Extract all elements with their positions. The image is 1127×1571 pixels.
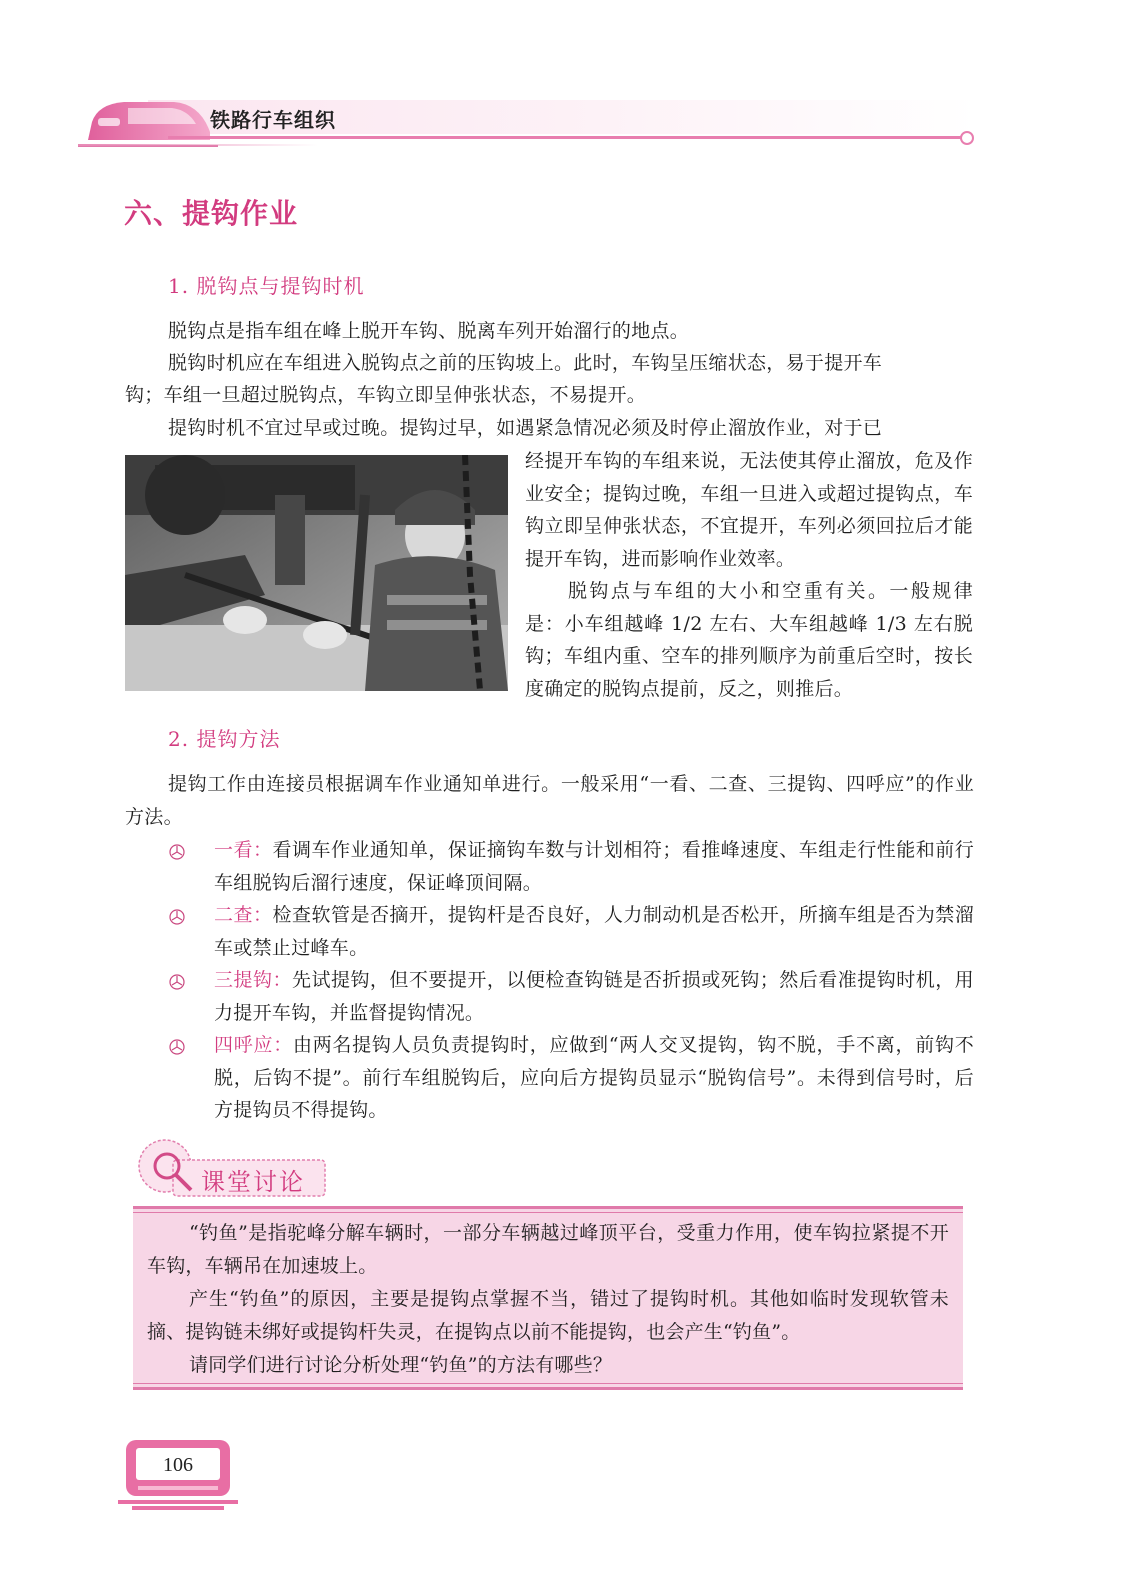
discussion-paragraph-2: 产生“钓鱼”的原因，主要是提钩点掌握不当，错过了提钩时机。其他如临时发现软管未摘、提钩链未绑好或提钩杆失灵，在提钩点以前不能提钩，也会产生“钓鱼”。 — [147, 1288, 949, 1343]
list-item-term: 三提钩： — [214, 969, 292, 991]
header-dot-icon — [960, 131, 974, 145]
discussion-paragraph-1: “钓鱼”是指驼峰分解车辆时，一部分车辆越过峰顶平台，受重力作用，使车钩拉紧提不开车钩，车辆吊在加速坡上。 — [147, 1222, 949, 1277]
flower-bullet-icon — [168, 908, 186, 926]
flower-bullet-icon — [168, 843, 186, 861]
page-header — [78, 92, 978, 152]
subheading-2: 2. 提钩方法 — [168, 727, 281, 751]
page-number-badge — [118, 1440, 238, 1516]
list-item-text: 一看：看调车作业通知单，保证摘钩车数与计划相符；看推峰速度、车组走行性能和前行车组脱钩后溜行速度，保证峰顶间隔。 — [214, 839, 974, 894]
discussion-paragraph-3: 请同学们进行讨论分析处理“钓鱼”的方法有哪些？ — [189, 1354, 613, 1376]
subheading-1: 1. 脱钩点与提钩时机 — [168, 274, 365, 298]
header-rule — [168, 136, 963, 139]
list-item-term: 二查： — [214, 904, 273, 926]
list-item-term: 四呼应： — [214, 1034, 293, 1056]
list-item-text: 四呼应：由两名提钩人员负责提钩时，应做到“两人交叉提钩，钩不脱，手不离，前钩不脱，后钩不提”。前行车组脱钩后，应向后方提钩员显示“脱钩信号”。未得到信号时，后方提钩员不得提钩。 — [214, 1034, 975, 1121]
discussion-badge-label: 课堂讨论 — [201, 1168, 305, 1196]
coupler-worker-photo — [125, 455, 508, 691]
header-rule-left — [78, 144, 318, 146]
train-logo-icon — [78, 92, 218, 152]
paragraph-early-late-line1: 提钩时机不宜过早或过晚。提钩过早，如遇紧急情况必须及时停止溜放作业，对于已 — [168, 417, 883, 439]
list-item-term: 一看： — [214, 839, 273, 861]
section-heading: 六、提钩作业 — [124, 197, 299, 230]
list-item-text: 三提钩：先试提钩，但不要提开，以便检查钩链是否折损或死钩；然后看准提钩时机，用力提开车钩，并监督提钩情况。 — [214, 969, 974, 1024]
list-item-text: 二查：检查软管是否摘开，提钩杆是否良好，人力制动机是否松开，所摘车组是否为禁溜车或禁止过峰车。 — [214, 904, 974, 959]
discussion-badge — [135, 1138, 335, 1204]
discussion-box — [133, 1206, 963, 1390]
running-title: 铁路行车组织 — [210, 108, 336, 132]
paragraph-definition: 脱钩点是指车组在峰上脱开车钩、脱离车列开始溜行的地点。 — [168, 320, 690, 342]
paragraph-early-late-rest: 经提开车钩的车组来说，无法使其停止溜放，危及作业安全；提钩过晚，车组一旦进入或超过提钩点，车钩立即呈伸张状态，不宜提开，车列必须回拉后才能提开车钩，进而影响作业效率。 — [525, 450, 973, 570]
flower-bullet-icon — [168, 973, 186, 991]
paragraph-rule: 脱钩点与车组的大小和空重有关。一般规律是：小车组越峰 1/2 左右、大车组越峰 1/3 左右脱钩；车组内重、空车的排列顺序为前重后空时，按长度确定的脱钩点提前，反之，则推后。 — [525, 580, 973, 700]
paragraph-timing-line1: 脱钩时机应在车组进入脱钩点之前的压钩坡上。此时，车钩呈压缩状态，易于提开车 — [168, 352, 883, 374]
paragraph-method-intro: 提钩工作由连接员根据调车作业通知单进行。一般采用“一看、二查、三提钩、四呼应”的作业方法。 — [125, 773, 974, 828]
page-number: 106 — [163, 1454, 193, 1476]
paragraph-timing-line2: 钩；车组一旦超过脱钩点，车钩立即呈伸张状态，不易提开。 — [125, 384, 647, 406]
flower-bullet-icon — [168, 1038, 186, 1056]
